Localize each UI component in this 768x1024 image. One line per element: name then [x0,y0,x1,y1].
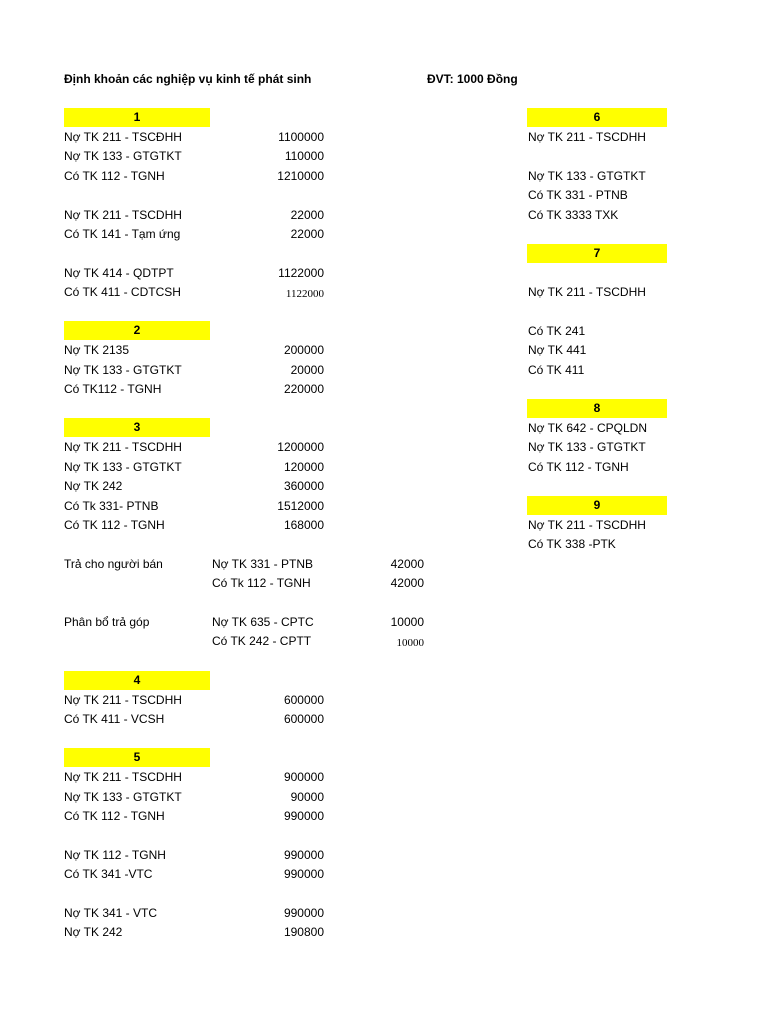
entry-amount: 110000 [284,149,324,164]
entry-account: Có TK 411 - VCSH [64,711,165,726]
entry-account: Nợ TK 133 - GTGTKT [528,168,646,183]
entry-account: Có TK 112 - TGNH [64,808,165,823]
entry-account: Nợ TK 341 - VTC [64,905,158,920]
entry-account: Nợ TK 242 [64,925,123,940]
entry-amount: 600000 [283,692,324,707]
entry-amount: 990000 [283,905,324,920]
entry-amount: 220000 [283,382,324,397]
unit-label: ĐVT: 1000 Đồng [427,72,518,86]
section-header-7: 7 [527,244,667,263]
entry-amount: 90000 [290,789,324,804]
entry-amount: 1122000 [278,265,324,280]
entry-amount: 990000 [283,847,324,862]
entry-amount: 1122000 [285,287,324,300]
entry-account: Nợ TK 211 - TSCĐHH [64,129,182,144]
sub-entry-account: Nợ TK 635 - CPTC [212,614,314,629]
entry-amount: 1100000 [278,129,324,144]
entry-amount: 20000 [290,362,324,377]
entry-amount: 168000 [283,517,324,532]
entry-account: Nợ TK 211 - TSCDHH [528,129,646,144]
entry-amount: 360000 [283,479,324,494]
entry-account: Có TK 331 - PTNB [528,188,628,203]
section-header-9: 9 [527,496,667,515]
entry-amount: 900000 [283,770,324,785]
entry-account: Có TK 341 -VTC [64,867,153,882]
entry-account: Nợ TK 133 - GTGTKT [64,789,182,804]
sub-entry-amount: 10000 [390,614,424,629]
section-header-5: 5 [64,748,210,767]
sub-entry-amount: 42000 [390,576,424,591]
sub-entry-label: Trả cho người bán [64,556,163,571]
section-header-2: 2 [64,321,210,340]
entry-account: Nợ TK 211 - TSCDHH [528,517,646,532]
sub-entry-account: Có Tk 112 - TGNH [212,576,311,591]
section-header-8: 8 [527,399,667,418]
entry-account: Nợ TK 133 - GTGTKT [64,362,182,377]
entry-account: Nợ TK 211 - TSCDHH [64,207,182,222]
entry-account: Nợ TK 112 - TGNH [64,847,166,862]
entry-amount: 600000 [283,711,324,726]
sub-entry-label: Phân bổ trả góp [64,614,150,629]
entry-amount: 1210000 [277,168,324,183]
section-header-1: 1 [64,108,210,127]
entry-account: Có Tk 331- PTNB [64,498,159,513]
entry-account: Có TK112 - TGNH [64,382,162,397]
doc-title: Định khoản các nghiệp vụ kinh tế phát sinh [64,72,312,86]
section-header-4: 4 [64,671,210,690]
entry-amount: 1200000 [277,440,324,455]
section-header-6: 6 [527,108,667,127]
entry-account: Có TK 112 - TGNH [64,517,165,532]
entry-account: Có TK 411 [528,362,585,377]
entry-amount: 190800 [283,925,324,940]
entry-account: Có TK 411 - CDTCSH [64,285,181,300]
entry-account: Có TK 112 - TGNH [528,459,629,474]
section-header-3: 3 [64,418,210,437]
sub-entry-amount: 42000 [390,556,424,571]
entry-amount: 1512000 [277,498,324,513]
sub-entry-account: Có TK 242 - CPTT [212,634,312,649]
entry-amount: 990000 [283,808,324,823]
entry-account: Có TK 3333 TXK [528,207,619,222]
sub-entry-account: Nợ TK 331 - PTNB [212,556,314,571]
entry-account: Nợ TK 133 - GTGTKT [64,459,182,474]
entry-account: Nợ TK 414 - QDTPT [64,265,174,280]
entry-account: Nợ TK 242 [64,479,123,494]
entry-account: Nợ TK 441 [528,343,587,358]
entry-account: Có TK 241 [528,323,586,338]
entry-account: Có TK 141 - Tạm ứng [64,226,181,241]
entry-account: Nợ TK 642 - CPQLDN [528,420,648,435]
entry-amount: 990000 [283,867,324,882]
entry-account: Nợ TK 2135 [64,343,130,358]
entry-amount: 22000 [290,226,324,241]
entry-account: Nợ TK 211 - TSCDHH [528,285,646,300]
entry-account: Nợ TK 211 - TSCDHH [64,770,182,785]
entry-account: Nợ TK 133 - GTGTKT [64,149,182,164]
entry-account: Có TK 338 -PTK [528,537,616,552]
sub-entry-amount: 10000 [396,636,424,649]
entry-amount: 22000 [290,207,324,222]
entry-account: Nợ TK 133 - GTGTKT [528,440,646,455]
entry-account: Nợ TK 211 - TSCDHH [64,692,182,707]
entry-amount: 200000 [283,343,324,358]
entry-account: Nợ TK 211 - TSCDHH [64,440,182,455]
entry-amount: 120000 [283,459,324,474]
entry-account: Có TK 112 - TGNH [64,168,165,183]
